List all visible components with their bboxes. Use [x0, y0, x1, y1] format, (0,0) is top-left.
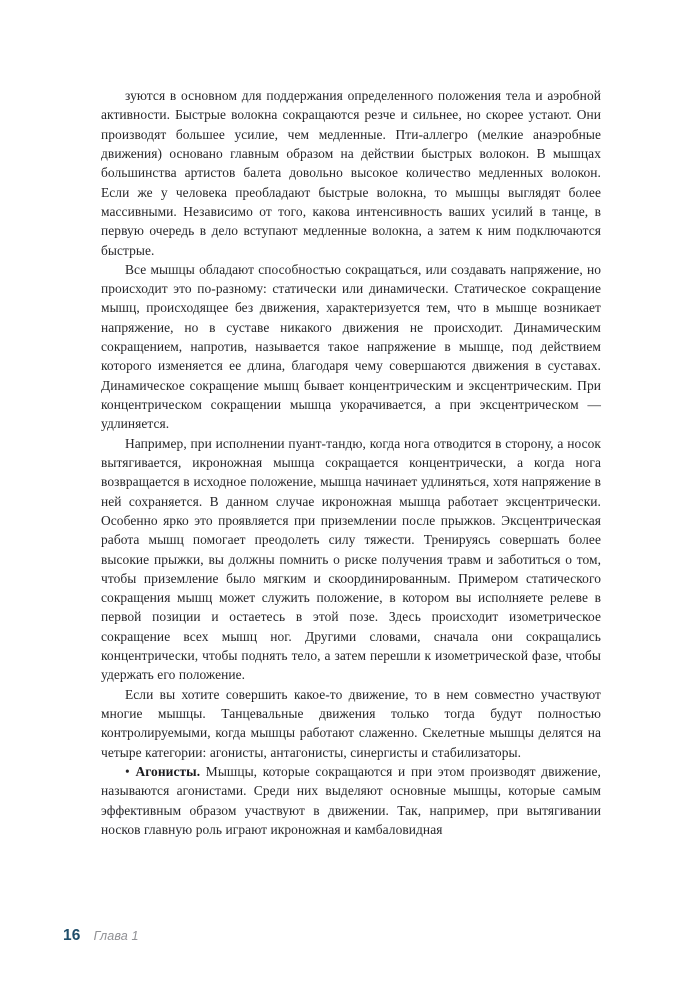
page-footer: [63, 927, 139, 945]
text-column: [101, 86, 601, 839]
body-paragraph-4: Если вы хотите совершить какое-то движение, то в нем совместно участвуют многие мышцы. Танцевальные движения только тогда будут полностью контролируемыми, когда мышцы работают слаженно. Скелетные мышцы делятся на четыре категории: агонисты, антагонисты, синергисты и стабилизаторы.: [101, 686, 601, 760]
chapter-label: Глава 1: [93, 929, 139, 943]
term-agonists: Агонисты.: [135, 763, 201, 779]
page-number: 16: [63, 927, 81, 944]
body-paragraph-1: зуются в основном для поддержания определенного положения тела и аэробной активности. Быстрые волокна сокращаются резче и сильнее, но скорее устают. Они производят большее усилие, чем медленные. Пти-аллегро (мелкие анаэробные движения) основано главным образом на действии быстрых волокон. В мышцах большинства артистов балета довольно высокое количество медленных волокон. Если же у человека преобладают быстрые волокна, то мышцы выглядят более массивными. Независимо от того, какова интенсивность ваших усилий в танце, в первую очередь в дело вступают медленные волокна, а затем к ним подключаются быстрые.: [101, 88, 601, 258]
bullet-marker: •: [125, 763, 136, 779]
body-paragraph-2: Все мышцы обладают способностью сокращаться, или создавать напряжение, но происходит это по-разному: статически или динамически. Статическое сокращение мышц, происходящее без движения, характеризуется тем, что в мышце возникает напряжение, но в суставе никакого движения не происходит. Динамическим сокращением, напротив, называется такое напряжение в мышце, под действием которого изменяется ее длина, благодаря чему совершаются движения в суставах. Динамическое сокращение мышц бывает концентрическим и эксцентрическим. При концентрическом сокращении мышца укорачивается, а при эксцентрическом — удлиняется.: [101, 261, 601, 432]
body-paragraph-3: Например, при исполнении пуант-тандю, когда нога отводится в сторону, а носок вытягивается, икроножная мышца сокращается концентрически, а когда нога возвращается в исходное положение, мышца начинает удлиняться, хотя напряжение в ней сохраняется. В данном случае икроножная мышца работает эксцентрически. Особенно ярко это проявляется при приземлении после прыжков. Эксцентрическая работа мышц помогает преодолеть силу тяжести. Тренируясь совершать более высокие прыжки, вы должны помнить о риске получения травм и заботиться о том, чтобы приземление было мягким и скоординированным. Примером статического сокращения мышц может служить положение, в котором вы исполняете релеве в первой позиции и остаетесь в этой позе. Здесь происходит изометрическое сокращение всех мышц ног. Другими словами, сначала они сокращались концентрически, чтобы поднять тело, а затем перешли к изометрической фазе, чтобы удержать его положение.: [101, 435, 601, 683]
body-paragraph-5-text: Мышцы, которые сокращаются и при этом производят движение, называются агонистами. Среди них выделяют основные мышцы, которые самым эффективным образом участвуют в движении. Так, например, при вытягивании носков главную роль играют икроножная и камбаловидная: [101, 763, 601, 837]
body-paragraph-5-agonists: [101, 762, 601, 839]
